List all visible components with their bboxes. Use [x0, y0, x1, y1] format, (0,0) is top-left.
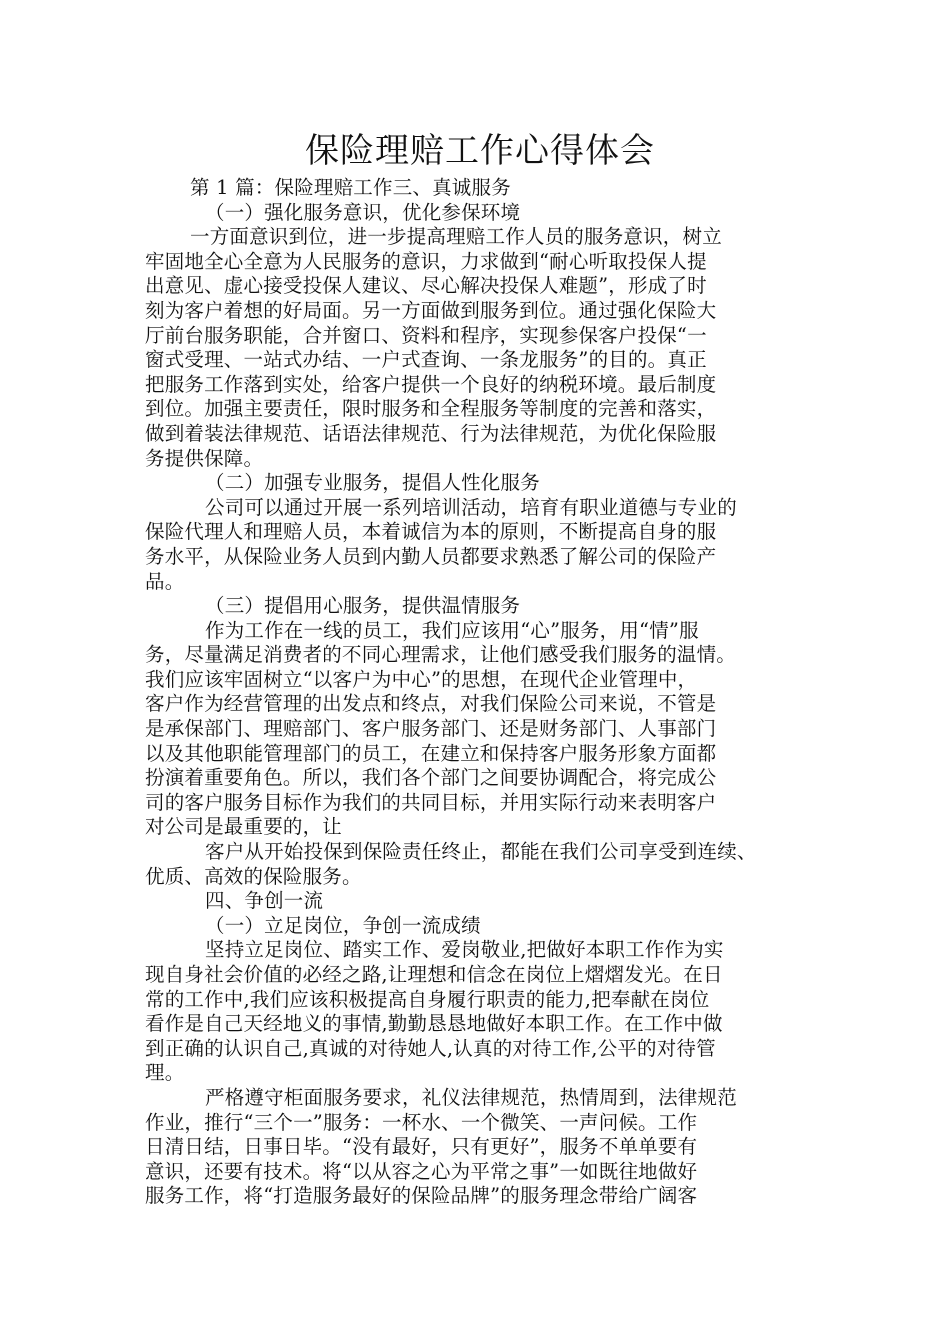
document-page — [145, 128, 815, 1209]
text-line: 是承保部门、理赔部门、客户服务部门、还是财务部门、人事部门 — [145, 717, 717, 741]
text-line: 务，尽量满足消费者的不同心理需求，让他们感受我们服务的温情。 — [145, 643, 737, 667]
text-line: 作为工作在一线的员工，我们应该用“心”服务，用“情”服 — [205, 618, 699, 642]
text-line: 客户从开始投保到保险责任终止，都能在我们公司享受到连续、 — [205, 840, 757, 864]
text-line: 客户作为经营管理的出发点和终点，对我们保险公司来说，不管是 — [145, 692, 717, 716]
text-line: （二）加强专业服务，提倡人性化服务 — [205, 471, 540, 495]
text-line: 作业，推行“三个一”服务：一杯水、一个微笑、一声问候。工作 — [145, 1110, 698, 1134]
text-line: 扮演着重要角色。所以，我们各个部门之间要协调配合，将完成公 — [145, 766, 717, 790]
text-line: 对公司是最重要的，让 — [145, 815, 343, 839]
text-line: 第 1 篇：保险理赔工作三、真诚服务 — [190, 176, 511, 199]
text-line: 看作是自己天经地义的事情,勤勤恳恳地做好本职工作。在工作中做 — [145, 1012, 723, 1036]
text-line: 窗式受理、一站式办结、一户式查询、一条龙服务”的目的。真正 — [145, 348, 707, 372]
text-line: （一）强化服务意识，优化参保环境 — [205, 200, 521, 224]
text-line: 公司可以通过开展一系列培训活动，培育有职业道德与专业的 — [205, 495, 737, 519]
text-line: 保险代理人和理赔人员，本着诚信为本的原则，不断提高自身的服 — [145, 520, 717, 544]
text-line: 优质、高效的保险服务。 — [145, 864, 362, 888]
text-line: 到正确的认识自己,真诚的对待她人,认真的对待工作,公平的对待管 — [145, 1036, 716, 1060]
text-line: 厅前台服务职能，合并窗口、资料和程序，实现参保客户投保“一 — [145, 323, 707, 347]
text-line: 把服务工作落到实处，给客户提供一个良好的纳税环境。最后制度 — [145, 372, 717, 396]
text-line: 日清日结，日事日毕。“没有最好，只有更好”，服务不单单要有 — [145, 1135, 698, 1159]
text-line: （三）提倡用心服务，提供温情服务 — [205, 594, 521, 618]
text-line: 品。 — [145, 569, 185, 593]
text-line: 常的工作中,我们应该积极提高自身履行职责的能力,把奉献在岗位 — [145, 987, 710, 1011]
text-line: 到位。加强主要责任，限时服务和全程服务等制度的完善和落实， — [145, 397, 717, 421]
text-line: 以及其他职能管理部门的员工，在建立和保持客户服务形象方面都 — [145, 741, 717, 765]
text-line: 服务工作，将“打造服务最好的保险品牌”的服务理念带给广阔客 — [145, 1184, 698, 1208]
text-line: 司的客户服务目标作为我们的共同目标，并用实际行动来表明客户 — [145, 790, 717, 814]
text-line: 务提供保障。 — [145, 446, 264, 470]
text-line: 刻为客户着想的好局面。另一方面做到服务到位。通过强化保险大 — [145, 298, 717, 322]
text-line: 我们应该牢固树立“以客户为中心”的思想，在现代企业管理中， — [145, 667, 698, 691]
text-line: 一方面意识到位，进一步提高理赔工作人员的服务意识，树立 — [190, 225, 722, 249]
text-line: 务水平，从保险业务人员到内勤人员都要求熟悉了解公司的保险产 — [145, 544, 717, 568]
text-line: 坚持立足岗位、踏实工作、爱岗敬业,把做好本职工作作为实 — [205, 938, 724, 962]
text-line: （一）立足岗位，争创一流成绩 — [205, 913, 481, 937]
text-line: 意识，还要有技术。将“以从容之心为平常之事”一如既往地做好 — [145, 1159, 698, 1183]
text-line: 现自身社会价值的必经之路,让理想和信念在岗位上熠熠发光。在日 — [145, 963, 723, 986]
text-line: 四、争创一流 — [205, 889, 324, 913]
text-line: 严格遵守柜面服务要求，礼仪法律规范，热情周到，法律规范 — [205, 1085, 737, 1109]
text-line: 牢固地全心全意为人民服务的意识，力求做到“耐心听取投保人提 — [145, 249, 707, 273]
text-line: 出意见、虚心接受投保人建议、尽心解决投保人难题”，形成了时 — [145, 274, 707, 298]
text-line: 做到着装法律规范、话语法律规范、行为法律规范，为优化保险服 — [145, 421, 717, 445]
text-line: 理。 — [145, 1061, 185, 1085]
document-body — [145, 176, 815, 1209]
document-title: 保险理赔工作心得体会 — [305, 131, 655, 171]
